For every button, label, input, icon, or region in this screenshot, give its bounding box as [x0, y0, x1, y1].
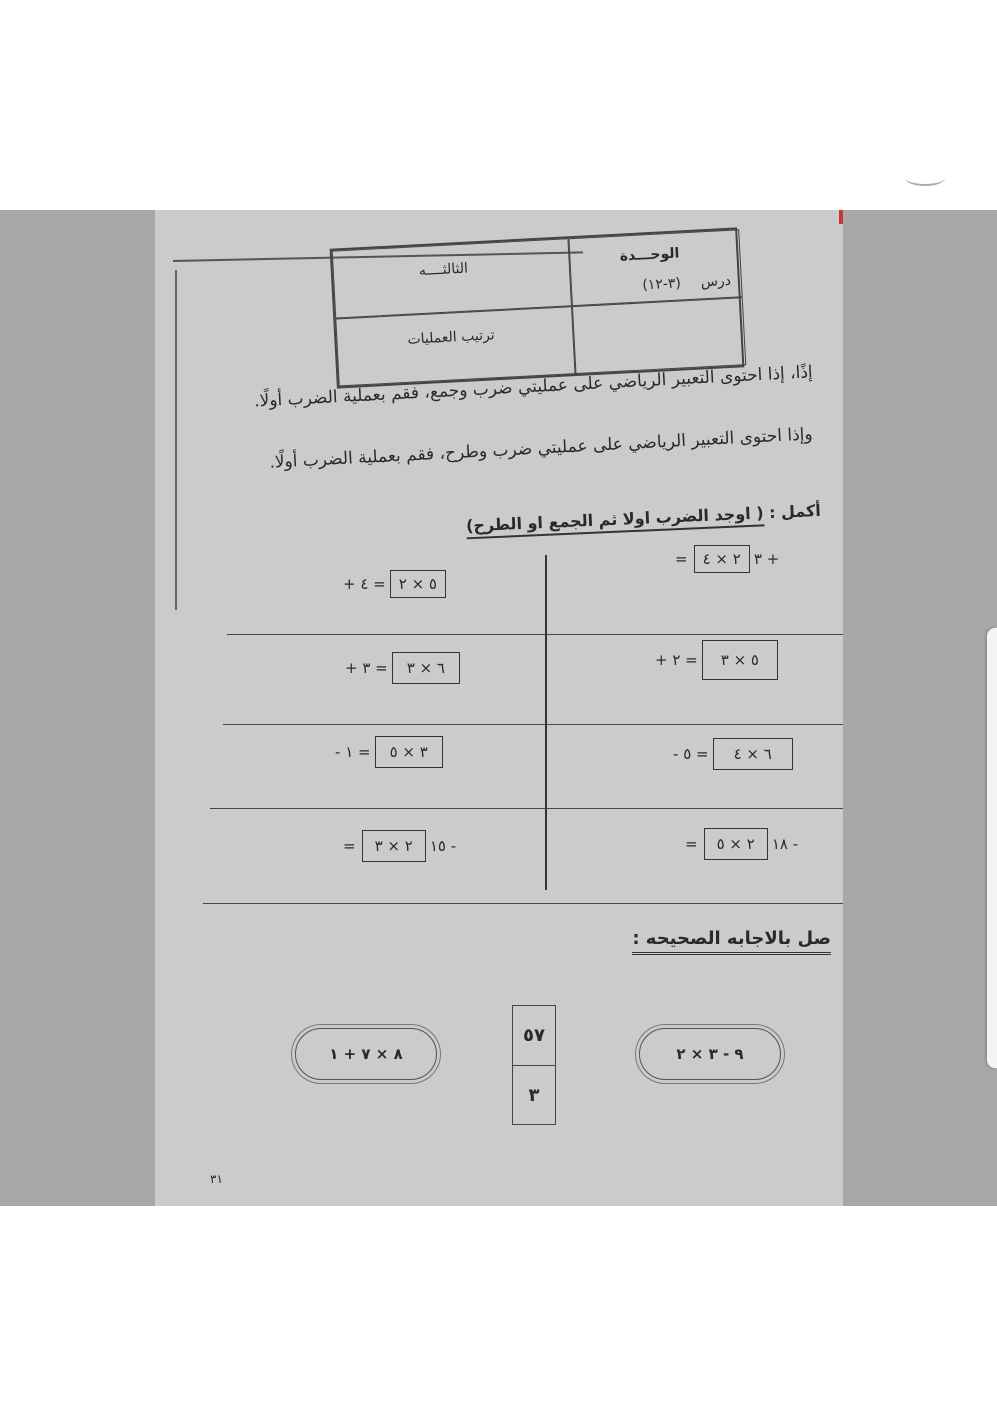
page-number: ٣١	[210, 1172, 223, 1186]
eq-operand: ١٥ -	[429, 837, 457, 855]
answer-column	[512, 1005, 556, 1125]
equation-r4-right	[685, 828, 798, 860]
unit-value: الثالثــــه	[418, 260, 469, 280]
row-divider	[203, 903, 843, 904]
expression-cloud-left[interactable]	[295, 1028, 437, 1080]
equation-r4-left	[343, 830, 456, 862]
answer-box[interactable]: ٦ × ٣	[392, 652, 460, 684]
eq-operand: - ١ =	[335, 743, 371, 761]
viewer-side-handle[interactable]	[987, 628, 997, 1068]
eq-operand: ٣ +	[753, 550, 780, 568]
eq-operand: - ٥ =	[673, 745, 709, 763]
equation-r2-left	[345, 652, 464, 684]
equation-r1-right	[675, 545, 779, 573]
lesson-header-table	[330, 227, 745, 388]
scan-mark	[905, 170, 945, 186]
answer-option[interactable]: ٣	[513, 1065, 555, 1125]
equation-r3-left	[335, 736, 447, 768]
exercise-heading	[401, 501, 821, 538]
answer-box[interactable]: ٦ × ٤	[713, 738, 793, 770]
rule-text-2	[213, 424, 813, 475]
matching-title-text: صل بالاجابه الصحيحه :	[632, 928, 831, 955]
eq-equals: =	[343, 837, 358, 855]
answer-box[interactable]: ٣ × ٥	[375, 736, 443, 768]
lesson-title-cell	[335, 306, 575, 386]
answer-box[interactable]: ٥ × ٢	[390, 570, 446, 598]
answer-box[interactable]: ٢ × ٣	[362, 830, 426, 862]
expression-cloud-right[interactable]	[639, 1028, 781, 1080]
rule-line-1: إذًا، إذا احتوى التعبير الرياضي على عمليتي ضرب وجمع، فقم بعملية الضرب أولًا.	[253, 362, 814, 412]
answer-option[interactable]: ٥٧	[523, 1025, 545, 1046]
unit-label: الوحـــدة	[619, 245, 680, 265]
column-divider	[545, 555, 547, 890]
eq-equals: =	[685, 835, 700, 853]
answer-box[interactable]: ٢ × ٤	[694, 545, 750, 573]
expression-text: ٨ × ٧ + ١	[329, 1045, 403, 1063]
lesson-number: (٣-١٢)	[641, 275, 682, 294]
eq-operand: + ٢ =	[655, 651, 698, 669]
matching-title	[632, 928, 831, 949]
eq-operand: + ٣ =	[345, 659, 388, 677]
lesson-title: ترتيب العمليات	[407, 327, 496, 348]
exercise-label: أكمل :	[768, 500, 822, 523]
eq-operand: + ٤ =	[343, 575, 386, 593]
equation-r1-left	[343, 570, 450, 598]
answer-box[interactable]: ٥ × ٣	[702, 640, 778, 680]
exercise-instruction: ( اوجد الضرب اولا ثم الجمع او الطرح)	[466, 503, 764, 539]
eq-equals: =	[675, 550, 690, 568]
binding-edge-left	[175, 270, 177, 610]
expression-text: ٩ - ٣ × ٢	[676, 1045, 744, 1063]
rule-line-2: وإذا احتوى التعبير الرياضي على عمليتي ضرب وطرح، فقم بعملية الضرب أولًا.	[268, 424, 814, 473]
equation-r3-right	[673, 738, 797, 770]
row-divider	[227, 634, 843, 635]
paper-corner-mark	[839, 210, 843, 224]
row-divider	[223, 724, 843, 725]
worksheet-page	[155, 210, 843, 1206]
lesson-label: درس	[700, 272, 732, 291]
eq-operand: ١٨ -	[771, 835, 799, 853]
equation-r2-right	[655, 640, 782, 680]
answer-box[interactable]: ٢ × ٥	[704, 828, 768, 860]
unit-label-cell	[568, 229, 742, 306]
lesson-label-cell	[572, 272, 746, 374]
unit-value-cell	[332, 238, 572, 318]
row-divider	[210, 808, 843, 809]
